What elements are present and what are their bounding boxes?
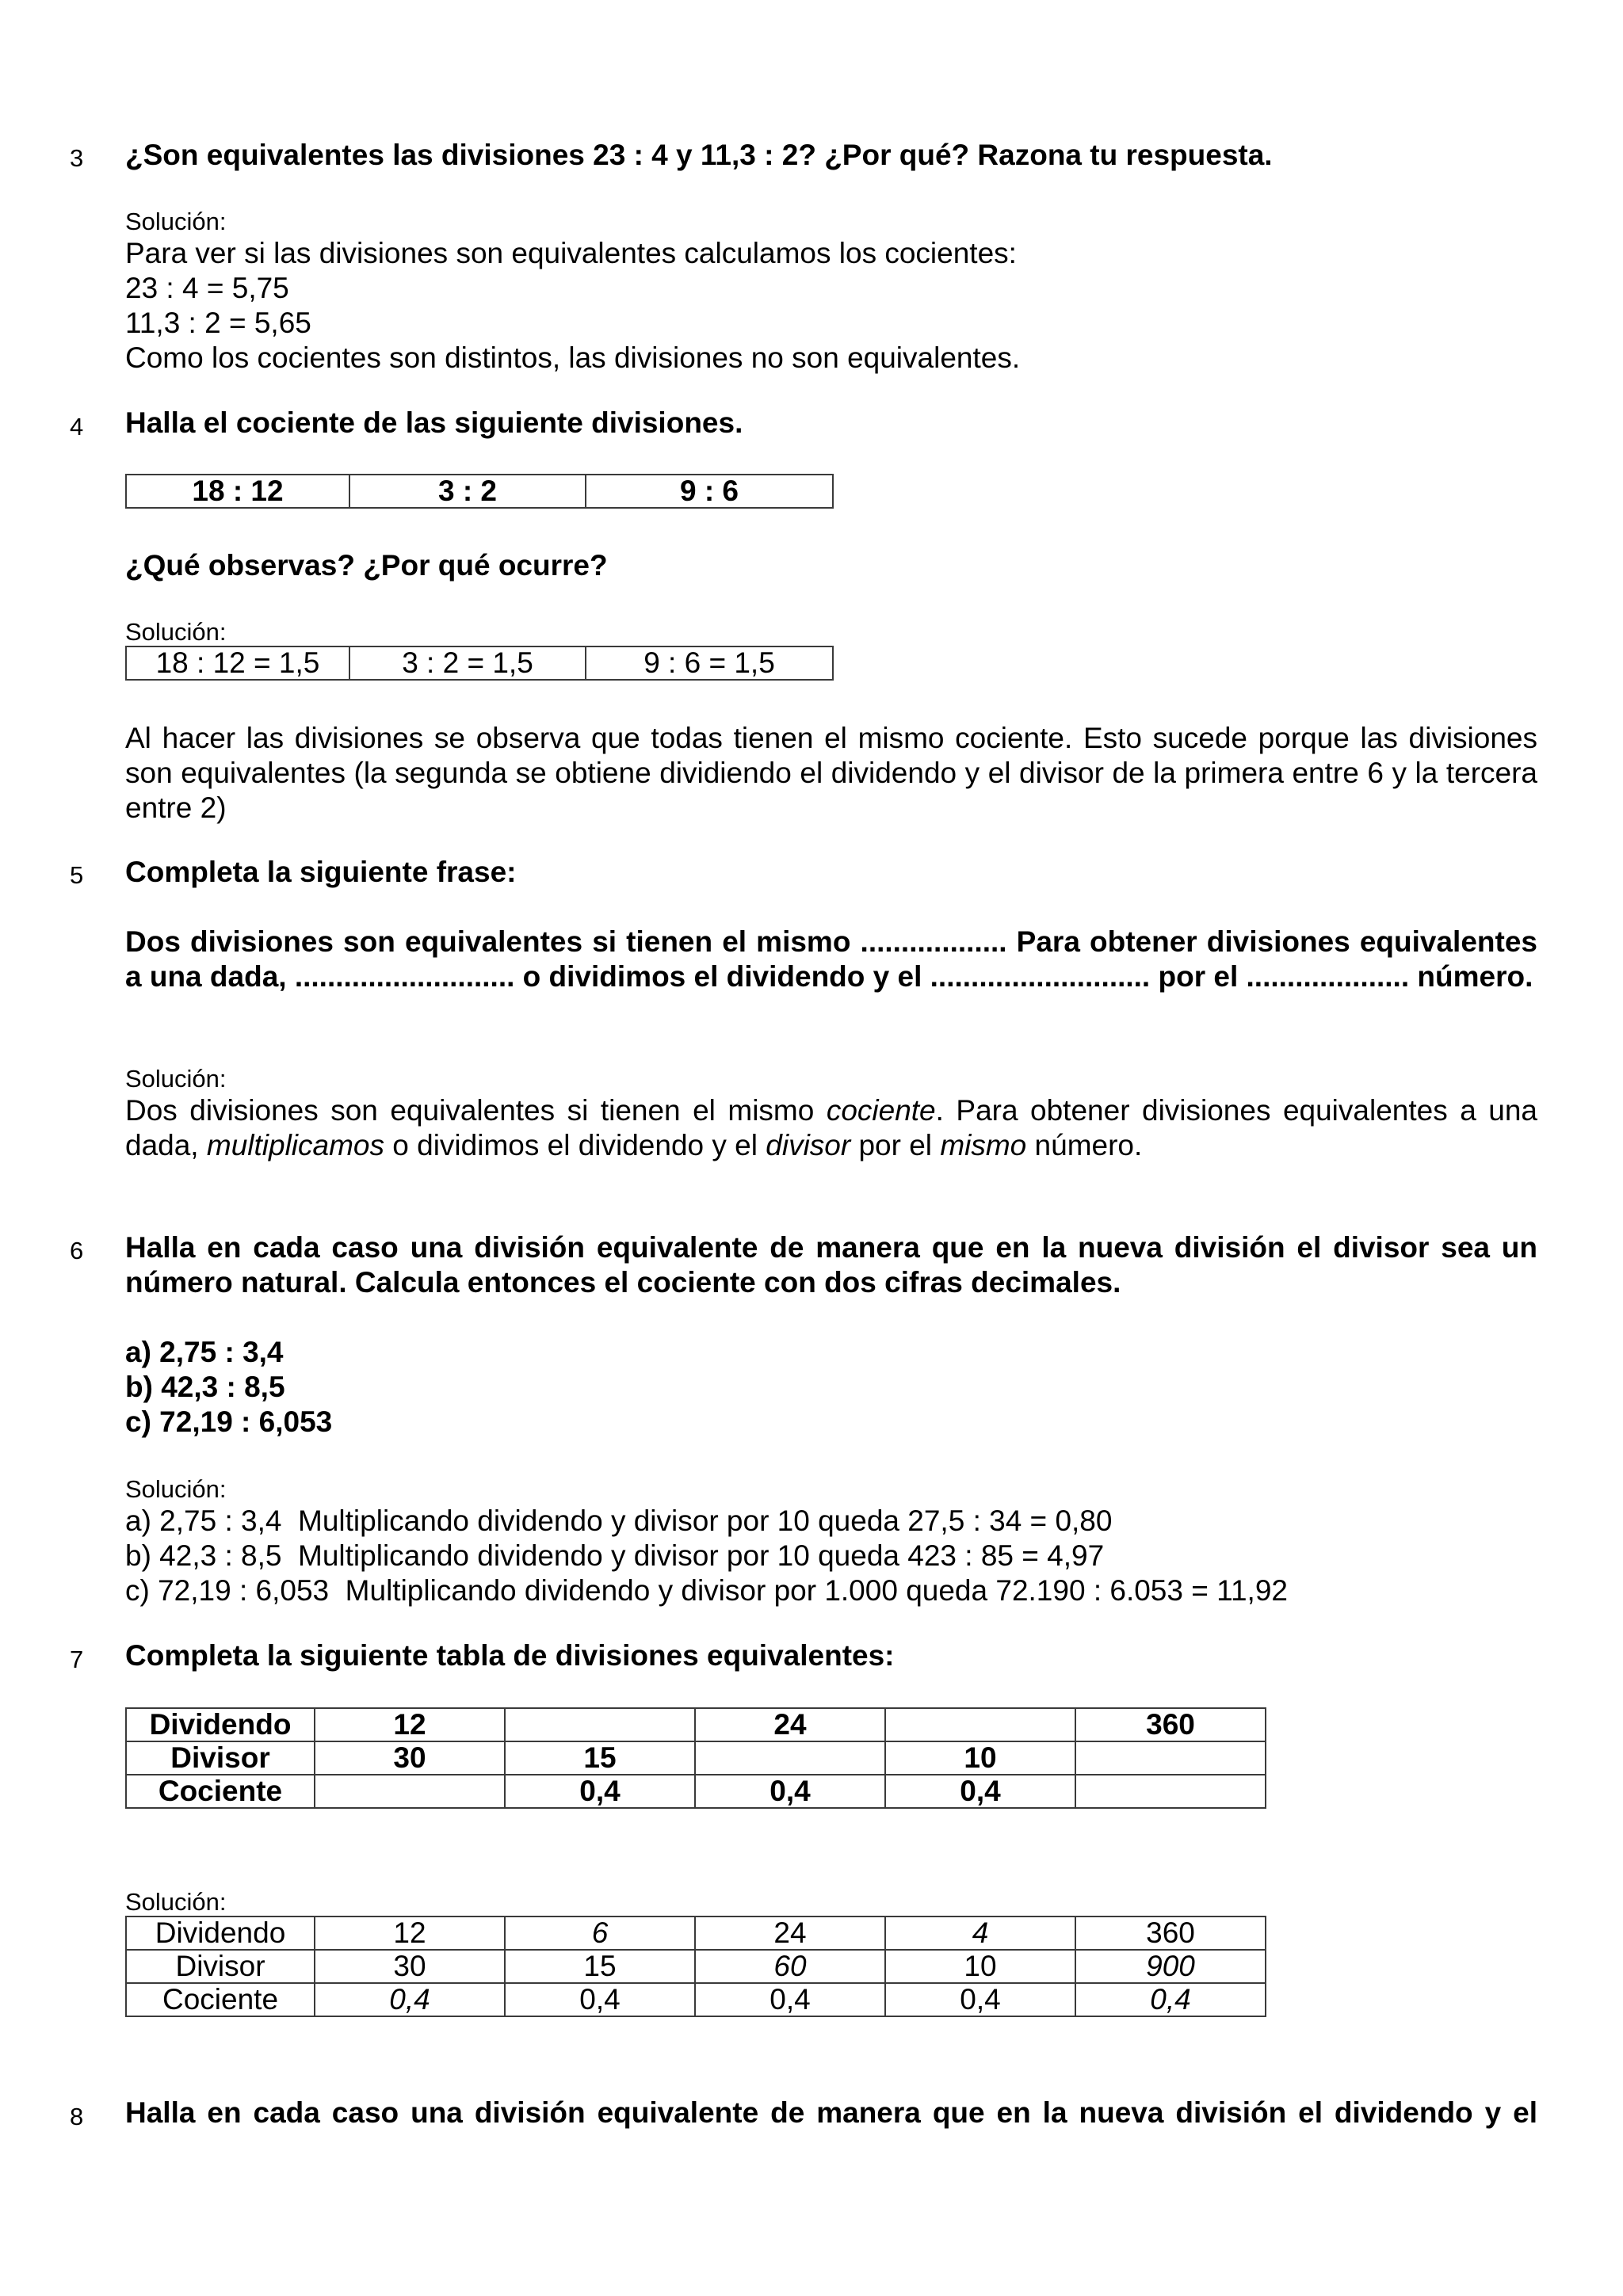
answer-word: multiplicamos [206,1129,384,1161]
solution-table [125,1916,1266,2017]
exercise-item: c) 72,19 : 6,053 [125,1405,333,1438]
answer-word: cociente [826,1094,936,1127]
solution-label: Solución: [125,618,227,646]
question-number: 8 [70,2103,84,2130]
sentence-text: . Para obtener divisiones equivalentes a una dada, [125,1094,1537,1161]
question-title: Halla el cociente de las siguiente divisiones. [125,406,743,439]
table-cell: 10 [885,1741,1075,1775]
table-cell: 0,4 [885,1775,1075,1808]
solution-line: b) 42,3 : 8,5 Multiplicando dividendo y divisor por 10 queda 423 : 85 = 4,97 [125,1539,1105,1572]
question-number: 5 [70,861,84,889]
table-cell: 10 [885,1950,1075,1983]
table-cell: 0,4 [885,1983,1075,2016]
question-title: Halla en cada caso una división equivalente de manera que en la nueva división el dividendo y el [125,2096,1537,2129]
solution-label: Solución: [125,208,227,235]
table-cell [1075,1775,1266,1808]
exercise-item: a) 2,75 : 3,4 [125,1336,284,1368]
solution-table [125,646,834,681]
table-cell: 24 [695,1708,885,1741]
completed-sentence [125,1093,1537,1163]
table-cell: 3 : 2 [349,475,586,508]
table-cell: 360 [1075,1708,1266,1741]
question-number: 4 [70,413,84,441]
table-cell: 900 [1075,1950,1266,1983]
table-cell: 4 [885,1917,1075,1950]
explanation-paragraph: Al hacer las divisiones se observa que todas tienen el mismo cociente. Esto sucede porque las divisiones son equivalentes (la segunda se obtiene dividiendo el dividendo y el divisor de la primera entre 6 y la tercera entre 2) [125,722,1537,824]
table-cell: 0,4 [695,1983,885,2016]
row-header: Dividendo [126,1708,315,1741]
table-cell [505,1708,695,1741]
table-cell [885,1708,1075,1741]
table-cell: 15 [505,1741,695,1775]
row-header: Cociente [126,1983,315,2016]
answer-word: mismo [940,1129,1027,1161]
sentence-text: número. [1026,1129,1143,1161]
row-header: Divisor [126,1950,315,1983]
solution-line: Para ver si las divisiones son equivalentes calculamos los cocientes: [125,237,1017,269]
table-cell: 15 [505,1950,695,1983]
table-cell: 60 [695,1950,885,1983]
equivalent-divisions-table [125,1707,1266,1809]
divisions-table [125,474,834,509]
table-cell: 0,4 [505,1775,695,1808]
table-cell: 18 : 12 = 1,5 [126,646,349,680]
solution-label: Solución: [125,1475,227,1503]
table-cell: 6 [505,1917,695,1950]
solution-line: 23 : 4 = 5,75 [125,272,289,304]
answer-word: divisor [766,1129,851,1161]
sentence-text: por el [850,1129,941,1161]
solution-label: Solución: [125,1065,227,1093]
table-cell: 0,4 [1075,1983,1266,2016]
table-cell: 360 [1075,1917,1266,1950]
solution-line: a) 2,75 : 3,4 Multiplicando dividendo y divisor por 10 queda 27,5 : 34 = 0,80 [125,1505,1113,1537]
table-cell: 12 [315,1917,505,1950]
table-cell: 18 : 12 [126,475,349,508]
question-number: 7 [70,1646,84,1673]
table-cell: 30 [315,1741,505,1775]
question-title: ¿Son equivalentes las divisiones 23 : 4 y 11,3 : 2? ¿Por qué? Razona tu respuesta. [125,139,1273,171]
solution-line: Como los cocientes son distintos, las divisiones no son equivalentes. [125,341,1021,374]
row-header: Dividendo [126,1917,315,1950]
table-cell [315,1775,505,1808]
question-title: Completa la siguiente tabla de divisiones equivalentes: [125,1639,895,1672]
table-cell: 9 : 6 [586,475,833,508]
table-cell [695,1741,885,1775]
table-cell: 30 [315,1950,505,1983]
question-title: Halla en cada caso una división equivalente de manera que en la nueva división el divisor sea un número natural. Calcula entonces el cociente con dos cifras decimales. [125,1231,1537,1299]
row-header: Divisor [126,1741,315,1775]
question-number: 6 [70,1237,84,1264]
table-cell: 24 [695,1917,885,1950]
exercise-item: b) 42,3 : 8,5 [125,1371,285,1403]
followup-question: ¿Qué observas? ¿Por qué ocurre? [125,549,608,582]
fill-in-sentence: Dos divisiones son equivalentes si tienen el mismo .................. Para obtener divisiones equivalentes a una dada, ........................... o dividimos el dividendo y el ........................... por el .................... número. [125,925,1537,993]
table-cell: 9 : 6 = 1,5 [586,646,833,680]
table-cell: 3 : 2 = 1,5 [349,646,586,680]
row-header: Cociente [126,1775,315,1808]
question-title: Completa la siguiente frase: [125,856,517,888]
table-cell: 12 [315,1708,505,1741]
table-cell: 0,4 [505,1983,695,2016]
solution-label: Solución: [125,1888,227,1916]
sentence-text: o dividimos el dividendo y el [384,1129,766,1161]
table-cell [1075,1741,1266,1775]
solution-line: 11,3 : 2 = 5,65 [125,307,311,339]
sentence-text: Dos divisiones son equivalentes si tienen el mismo [125,1094,827,1127]
table-cell: 0,4 [315,1983,505,2016]
question-number: 3 [70,144,84,172]
table-cell: 0,4 [695,1775,885,1808]
solution-line: c) 72,19 : 6,053 Multiplicando dividendo y divisor por 1.000 queda 72.190 : 6.053 = 11,92 [125,1574,1288,1607]
